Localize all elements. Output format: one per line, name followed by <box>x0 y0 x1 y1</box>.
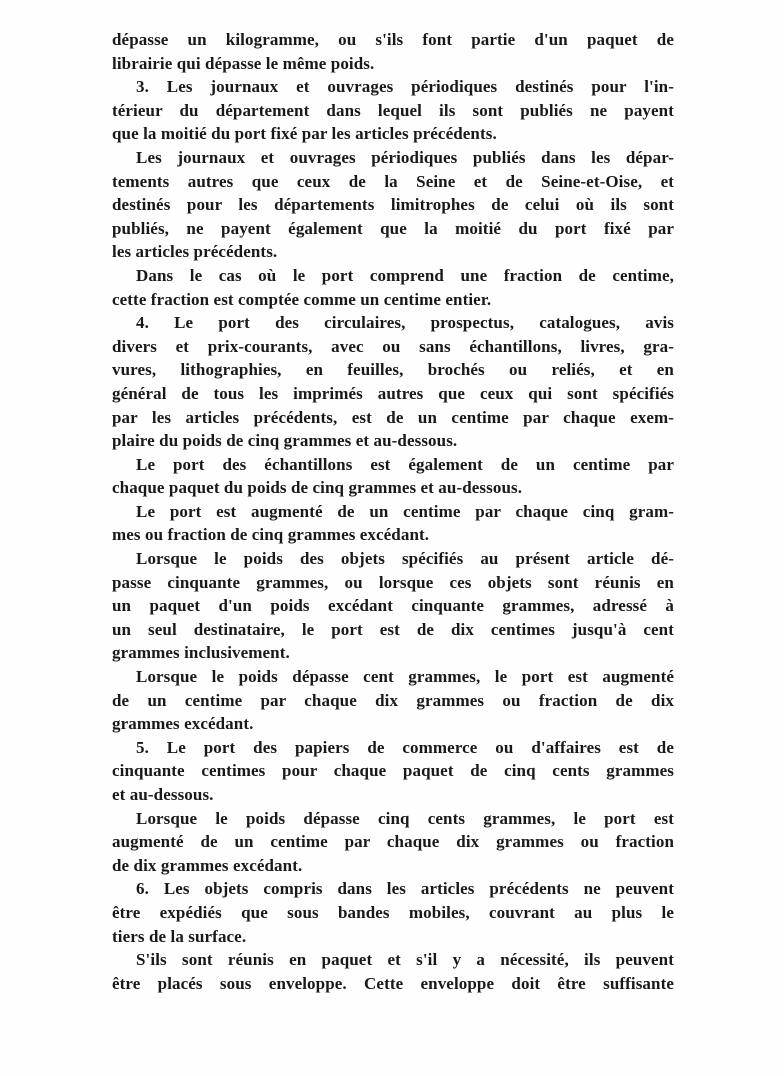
text-line: Lorsque le poids des objets spécifiés au présent article dé- <box>136 549 674 569</box>
text-line: Les journaux et ouvrages périodiques publiés dans les dépar- <box>136 147 674 167</box>
text-line: passe cinquante grammes, ou lorsque ces objets sont réunis en <box>112 572 674 592</box>
text-line: par les articles précédents, est de un centime par chaque exem- <box>112 407 674 427</box>
text-line: grammes inclusivement. <box>112 643 290 663</box>
text-line: 3. Les journaux et ouvrages périodiques destinés pour l'in- <box>136 77 674 97</box>
text-line: Lorsque le poids dépasse cent grammes, le port est augmenté <box>136 667 674 687</box>
text-line: Le port est augmenté de un centime par chaque cinq gram- <box>136 501 674 521</box>
paragraph <box>112 547 674 665</box>
paragraph-continuation <box>112 28 674 75</box>
text-line: 4. Le port des circulaires, prospectus, catalogues, avis <box>136 313 674 333</box>
paragraph <box>112 453 674 500</box>
text-line: et au-dessous. <box>112 785 214 804</box>
paragraph-article-5 <box>112 736 674 807</box>
text-line: cinquante centimes pour chaque paquet de cinq cents grammes <box>112 761 674 781</box>
text-line: librairie qui dépasse le même poids. <box>112 53 375 73</box>
paragraph <box>112 264 674 311</box>
text-line: de dix grammes excédant. <box>112 855 303 875</box>
paragraph <box>112 665 674 736</box>
text-line: divers et prix-courants, avec ou sans échantillons, livres, gra- <box>112 336 674 356</box>
paragraph-article-6 <box>112 877 674 948</box>
text-line: un seul destinataire, le port est de dix centimes jusqu'à cent <box>112 619 674 639</box>
text-line: que la moitié du port fixé par les articles précédents. <box>112 124 497 144</box>
text-line: dépasse un kilogramme, ou s'ils font partie d'un paquet de <box>112 30 674 49</box>
text-line: les articles précédents. <box>112 242 278 262</box>
text-line: térieur du département dans lequel ils sont publiés ne payent <box>112 100 674 120</box>
text-line: chaque paquet du poids de cinq grammes et au-dessous. <box>112 478 523 498</box>
text-line: grammes excédant. <box>112 714 254 734</box>
text-line: être placés sous enveloppe. Cette enveloppe doit être suffisante <box>112 973 674 993</box>
text-line: 6. Les objets compris dans les articles précédents ne peuvent <box>136 879 674 899</box>
text-line: Lorsque le poids dépasse cinq cents grammes, le port est <box>136 808 674 828</box>
text-line: vures, lithographies, en feuilles, brochés ou reliés, et en <box>112 360 674 380</box>
text-line: être expédiés que sous bandes mobiles, couvrant au plus le <box>112 902 674 922</box>
text-line: Dans le cas où le port comprend une fraction de centime, <box>136 265 674 285</box>
paragraph <box>112 500 674 547</box>
text-line: mes ou fraction de cinq grammes excédant. <box>112 525 430 545</box>
paragraph <box>112 948 674 995</box>
text-line: un paquet d'un poids excédant cinquante grammes, adressé à <box>112 596 674 616</box>
text-line: tements autres que ceux de la Seine et de Seine-et-Oise, et <box>112 171 674 191</box>
text-line: plaire du poids de cinq grammes et au-dessous. <box>112 431 458 451</box>
paragraph-article-3 <box>112 75 674 146</box>
text-line: général de tous les imprimés autres que ceux qui sont spécifiés <box>112 383 674 403</box>
text-line: cette fraction est comptée comme un centime entier. <box>112 289 492 309</box>
text-line: 5. Le port des papiers de commerce ou d'affaires est de <box>136 737 674 757</box>
text-line: Le port des échantillons est également de un centime par <box>136 454 674 474</box>
text-line: publiés, ne payent également que la moitié du port fixé par <box>112 218 674 238</box>
paragraph <box>112 807 674 878</box>
text-column <box>112 28 674 995</box>
paragraph <box>112 146 674 264</box>
text-line: de un centime par chaque dix grammes ou fraction de dix <box>112 690 674 710</box>
text-line: augmenté de un centime par chaque dix grammes ou fraction <box>112 832 674 852</box>
text-line: S'ils sont réunis en paquet et s'il y a nécessité, ils peuvent <box>136 950 674 970</box>
text-line: destinés pour les départements limitrophes de celui où ils sont <box>112 195 674 215</box>
text-line: tiers de la surface. <box>112 926 247 946</box>
paragraph-article-4 <box>112 311 674 453</box>
